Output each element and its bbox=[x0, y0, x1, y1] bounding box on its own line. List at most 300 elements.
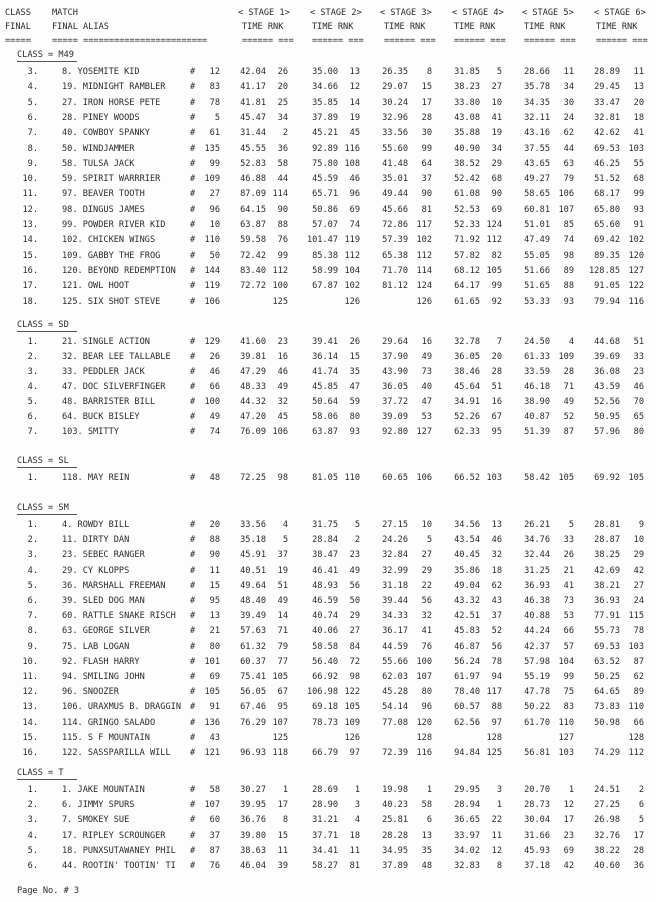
final-rank: 4. bbox=[27, 830, 38, 841]
stage2-time: 35.00 bbox=[312, 67, 338, 77]
stage1-time: 31.44 bbox=[240, 128, 266, 139]
stage3-rank: 96 bbox=[421, 702, 432, 713]
stage2-time: 58.27 bbox=[312, 861, 338, 871]
stage1-time: 45.55 bbox=[240, 143, 266, 154]
stage5-rank: 107 bbox=[558, 204, 574, 215]
stage1-rank: 58 bbox=[277, 158, 288, 169]
stage6-time: 50.95 bbox=[594, 412, 620, 422]
stage5-time: 28.73 bbox=[524, 800, 550, 811]
stage6-rank: 122 bbox=[628, 281, 644, 292]
final-rank: 4. bbox=[27, 565, 38, 576]
shooter-no: 20 bbox=[209, 520, 220, 530]
stage1-rank: 76 bbox=[277, 235, 288, 246]
stage2-rank: 13 bbox=[349, 67, 360, 77]
stage5-rank: 66 bbox=[563, 626, 574, 637]
stage3-rank: 13 bbox=[421, 830, 432, 841]
stage1-rank: 79 bbox=[277, 641, 288, 652]
stage2-rank: 102 bbox=[344, 281, 360, 292]
match-alias: 118. MAY REIN bbox=[62, 473, 130, 483]
stage1-rank: 25 bbox=[277, 97, 288, 108]
stage5-rank: 30 bbox=[563, 97, 574, 108]
class-label: CLASS = SL bbox=[17, 456, 69, 466]
shooter-no: 80 bbox=[209, 641, 220, 652]
stage5-time: 37.18 bbox=[524, 861, 550, 871]
stage2-rank: 59 bbox=[349, 397, 360, 407]
final-rank: 6. bbox=[27, 861, 38, 871]
stage5-time: 43.65 bbox=[524, 158, 550, 169]
stage2-time: 101.47 bbox=[306, 235, 338, 246]
stage2-rank: 108 bbox=[344, 158, 360, 169]
stage3-rank: 48 bbox=[421, 861, 432, 871]
stage6-rank: 9 bbox=[638, 520, 644, 530]
hash: # bbox=[190, 296, 196, 307]
stage1-time: 72.25 bbox=[240, 473, 266, 483]
stage3-time: 37.72 bbox=[382, 397, 408, 407]
stage6-rank: 115 bbox=[628, 611, 644, 622]
hash: # bbox=[190, 352, 196, 362]
header-cell: TIME RNK bbox=[524, 22, 566, 32]
stage5-time: 60.81 bbox=[524, 204, 550, 215]
stage3-rank: 80 bbox=[421, 687, 432, 698]
stage1-rank: 106 bbox=[272, 427, 288, 437]
stage5-time: 55.05 bbox=[524, 250, 550, 261]
match-alias: 19. MIDNIGHT RAMBLER bbox=[62, 82, 166, 93]
result-row bbox=[0, 235, 656, 248]
final-rank: 10. bbox=[22, 174, 38, 185]
stage3-time: 31.18 bbox=[382, 580, 408, 591]
stage2-rank: 18 bbox=[349, 830, 360, 841]
stage5-time: 47.78 bbox=[524, 687, 550, 698]
stage4-time: 94.84 bbox=[454, 748, 480, 758]
stage5-rank: 88 bbox=[563, 281, 574, 292]
stage3-rank: 29 bbox=[421, 565, 432, 576]
stage5-time: 38.90 bbox=[524, 397, 550, 407]
stage1-rank: 45 bbox=[277, 412, 288, 422]
stage3-time: 37.89 bbox=[382, 861, 408, 871]
stage5-rank: 75 bbox=[563, 687, 574, 698]
stage3-rank: 30 bbox=[421, 128, 432, 139]
stage6-time: 52.56 bbox=[594, 397, 620, 407]
shooter-no: 78 bbox=[209, 97, 220, 108]
match-alias: 21. SINGLE ACTION bbox=[62, 337, 150, 347]
stage6-time: 39.69 bbox=[594, 352, 620, 362]
shooter-no: 136 bbox=[204, 717, 220, 728]
stage1-rank: 105 bbox=[272, 672, 288, 682]
hash: # bbox=[190, 800, 196, 811]
final-rank: 17. bbox=[22, 281, 38, 292]
stage3-rank: 10 bbox=[421, 520, 432, 530]
final-rank: 5. bbox=[27, 580, 38, 591]
stage4-rank: 78 bbox=[491, 656, 502, 667]
stage4-rank: 46 bbox=[491, 535, 502, 546]
stage2-rank: 97 bbox=[349, 748, 360, 758]
stage6-rank: 11 bbox=[633, 67, 644, 77]
shooter-no: 37 bbox=[209, 830, 220, 841]
stage2-time: 85.38 bbox=[312, 250, 338, 261]
stage1-rank: 118 bbox=[272, 748, 288, 758]
stage2-time: 45.21 bbox=[312, 128, 338, 139]
stage5-time: 50.22 bbox=[524, 702, 550, 713]
stage3-rank: 58 bbox=[421, 800, 432, 811]
shooter-no: 107 bbox=[204, 800, 220, 811]
stage5-time: 46.38 bbox=[524, 596, 550, 606]
final-rank: 12. bbox=[22, 687, 38, 698]
stage3-rank: 76 bbox=[421, 641, 432, 652]
header-cell: < STAGE 4> bbox=[452, 8, 504, 18]
stage5-time: 35.78 bbox=[524, 82, 550, 93]
stage5-time: 58.42 bbox=[524, 473, 550, 483]
stage1-rank: 17 bbox=[277, 800, 288, 811]
stage4-time: 43.32 bbox=[454, 596, 480, 606]
stage2-time: 65.71 bbox=[312, 189, 338, 200]
match-alias: 125. SIX SHOT STEVE bbox=[62, 296, 161, 307]
result-row bbox=[0, 98, 656, 111]
final-rank: 8. bbox=[27, 143, 38, 154]
final-rank: 3. bbox=[27, 550, 38, 561]
shooter-no: 121 bbox=[204, 748, 220, 758]
match-alias: 7. SMOKEY SUE bbox=[62, 815, 130, 826]
stage2-rank: 46 bbox=[349, 174, 360, 185]
stage1-time: 56.05 bbox=[240, 687, 266, 698]
match-alias: 97. BEAVER TOOTH bbox=[62, 189, 145, 200]
stage5-time: 34.76 bbox=[524, 535, 550, 546]
hash: # bbox=[190, 367, 196, 377]
stage2-time: 36.14 bbox=[312, 352, 338, 362]
stage6-rank: 127 bbox=[628, 265, 644, 276]
shooter-no: 95 bbox=[209, 596, 220, 606]
class-label: CLASS = SM bbox=[17, 503, 69, 513]
stage1-time: 41.60 bbox=[240, 337, 266, 347]
shooter-no: 46 bbox=[209, 367, 220, 377]
stage3-time: 36.17 bbox=[382, 626, 408, 637]
match-alias: 48. BARRISTER BILL bbox=[62, 397, 156, 407]
shooter-no: 48 bbox=[209, 473, 220, 483]
stage5-rank: 62 bbox=[563, 128, 574, 139]
hash: # bbox=[190, 97, 196, 108]
match-alias: 60. RATTLE SNAKE RISCH bbox=[62, 611, 176, 622]
stage2-time: 41.74 bbox=[312, 367, 338, 377]
stage1-rank: 23 bbox=[277, 337, 288, 347]
stage6-time: 69.92 bbox=[594, 473, 620, 483]
stage2-rank: 110 bbox=[344, 473, 360, 483]
stage2-time: 78.73 bbox=[312, 717, 338, 728]
stage5-rank: 12 bbox=[563, 800, 574, 811]
result-row bbox=[0, 831, 656, 844]
stage4-rank: 27 bbox=[491, 82, 502, 93]
header-cell: ===== bbox=[5, 36, 31, 46]
stage6-rank: 23 bbox=[633, 367, 644, 377]
stage4-time: 34.02 bbox=[454, 845, 480, 856]
stage1-time: 38.63 bbox=[240, 845, 266, 856]
stage4-time: 43.08 bbox=[454, 112, 480, 123]
stage3-rank: 1 bbox=[426, 785, 432, 795]
result-row bbox=[0, 367, 656, 380]
stage4-time: 62.33 bbox=[454, 427, 480, 437]
result-row bbox=[0, 550, 656, 563]
result-row bbox=[0, 520, 656, 533]
stage1-time: 45.47 bbox=[240, 112, 266, 123]
stage5-time: 31.25 bbox=[524, 565, 550, 576]
stage6-time: 38.22 bbox=[594, 845, 620, 856]
shooter-no: 101 bbox=[204, 656, 220, 667]
hash: # bbox=[190, 412, 196, 422]
stage3-rank: 37 bbox=[421, 174, 432, 185]
result-row bbox=[0, 382, 656, 395]
stage2-time: 28.69 bbox=[312, 785, 338, 795]
stage5-time: 61.70 bbox=[524, 717, 550, 728]
stage2-rank: 19 bbox=[349, 112, 360, 123]
stage2-rank: 126 bbox=[344, 732, 360, 743]
shooter-no: 74 bbox=[209, 427, 220, 437]
stage3-time: 32.99 bbox=[382, 565, 408, 576]
final-rank: 3. bbox=[27, 67, 38, 77]
stage2-time: 45.59 bbox=[312, 174, 338, 185]
shooter-no: 99 bbox=[209, 158, 220, 169]
match-alias: 122. SASSPARILLA WILL bbox=[62, 748, 171, 758]
stage2-rank: 96 bbox=[349, 189, 360, 200]
stage5-time: 51.01 bbox=[524, 220, 550, 230]
stage1-rank: 49 bbox=[277, 596, 288, 606]
stage1-rank: 14 bbox=[277, 611, 288, 622]
stage3-rank: 27 bbox=[421, 550, 432, 561]
stage2-time: 34.41 bbox=[312, 845, 338, 856]
stage3-rank: 22 bbox=[421, 580, 432, 591]
hash: # bbox=[190, 128, 196, 139]
match-alias: 50. WINDJAMMER bbox=[62, 143, 135, 154]
shooter-no: 11 bbox=[209, 565, 220, 576]
stage6-time: 69.53 bbox=[594, 641, 620, 652]
result-row bbox=[0, 611, 656, 624]
stage1-time: 46.04 bbox=[240, 861, 266, 871]
hash: # bbox=[190, 382, 196, 392]
stage1-rank: 46 bbox=[277, 367, 288, 377]
stage6-rank: 112 bbox=[628, 748, 644, 758]
stage6-rank: 102 bbox=[628, 235, 644, 246]
stage1-time: 52.83 bbox=[240, 158, 266, 169]
stage5-rank: 34 bbox=[563, 82, 574, 93]
shooter-no: 129 bbox=[204, 337, 220, 347]
class-underline bbox=[17, 467, 77, 468]
stage6-time: 42.69 bbox=[594, 565, 620, 576]
stage2-rank: 29 bbox=[349, 611, 360, 622]
stage1-time: 47.20 bbox=[240, 412, 266, 422]
header-cell: ====== === bbox=[384, 36, 436, 46]
stage2-time: 69.18 bbox=[312, 702, 338, 713]
header-cell: TIME RNK bbox=[242, 22, 284, 32]
shooter-no: 87 bbox=[209, 845, 220, 856]
stage2-rank: 122 bbox=[344, 687, 360, 698]
class-label: CLASS = T bbox=[17, 768, 64, 778]
shooter-no: 106 bbox=[204, 296, 220, 307]
stage6-time: 27.25 bbox=[594, 800, 620, 811]
result-row bbox=[0, 412, 656, 425]
shooter-no: 10 bbox=[209, 220, 220, 230]
hash: # bbox=[190, 748, 196, 758]
stage6-time: 73.83 bbox=[594, 702, 620, 713]
stage3-rank: 40 bbox=[421, 382, 432, 392]
shooter-no: 12 bbox=[209, 67, 220, 77]
final-rank: 5. bbox=[27, 97, 38, 108]
stage3-time: 60.65 bbox=[382, 473, 408, 483]
stage4-rank: 117 bbox=[486, 687, 502, 698]
match-alias: 63. GEORGE SILVER bbox=[62, 626, 150, 637]
stage4-time: 45.64 bbox=[454, 382, 480, 392]
stage1-time: 76.09 bbox=[240, 427, 266, 437]
stage3-rank: 6 bbox=[426, 815, 432, 826]
class-label: CLASS = M49 bbox=[17, 50, 74, 60]
match-alias: 75. LAB LOGAN bbox=[62, 641, 130, 652]
stage1-time: 41.81 bbox=[240, 97, 266, 108]
stage6-time: 32.76 bbox=[594, 830, 620, 841]
stage4-rank: 7 bbox=[496, 337, 502, 347]
stage3-time: 24.26 bbox=[382, 535, 408, 546]
stage3-time: 30.24 bbox=[382, 97, 408, 108]
stage1-time: 87.09 bbox=[240, 189, 266, 200]
stage4-time: 40.90 bbox=[454, 143, 480, 154]
stage6-time: 46.25 bbox=[594, 158, 620, 169]
shooter-no: 144 bbox=[204, 265, 220, 276]
final-rank: 11. bbox=[22, 672, 38, 682]
stage1-rank: 19 bbox=[277, 565, 288, 576]
stage4-time: 33.80 bbox=[454, 97, 480, 108]
stage5-time: 46.18 bbox=[524, 382, 550, 392]
stage6-time: 38.25 bbox=[594, 550, 620, 561]
hash: # bbox=[190, 565, 196, 576]
stage3-rank: 117 bbox=[416, 220, 432, 230]
result-row bbox=[0, 397, 656, 410]
stage1-time: 83.40 bbox=[240, 265, 266, 276]
shooter-no: 88 bbox=[209, 535, 220, 546]
final-rank: 4. bbox=[27, 382, 38, 392]
stage2-time: 28.84 bbox=[312, 535, 338, 546]
stage2-time: 45.85 bbox=[312, 382, 338, 392]
stage4-time: 36.65 bbox=[454, 815, 480, 826]
stage2-time: 39.41 bbox=[312, 337, 338, 347]
stage1-time: 59.58 bbox=[240, 235, 266, 246]
stage5-time: 57.98 bbox=[524, 656, 550, 667]
stage1-rank: 67 bbox=[277, 687, 288, 698]
stage5-time: 45.93 bbox=[524, 845, 550, 856]
shooter-no: 50 bbox=[209, 250, 220, 261]
class-underline bbox=[17, 779, 77, 780]
stage6-rank: 93 bbox=[633, 204, 644, 215]
stage4-rank: 8 bbox=[496, 861, 502, 871]
result-row bbox=[0, 144, 656, 157]
stage5-time: 51.39 bbox=[524, 427, 550, 437]
stage5-rank: 41 bbox=[563, 580, 574, 591]
stage1-time: 30.27 bbox=[240, 785, 266, 795]
stage5-rank: 93 bbox=[563, 296, 574, 307]
stage4-time: 28.94 bbox=[454, 800, 480, 811]
stage2-rank: 23 bbox=[349, 550, 360, 561]
final-rank: 3. bbox=[27, 815, 38, 826]
stage6-time: 68.17 bbox=[594, 189, 620, 200]
header-cell: ====== === bbox=[242, 36, 294, 46]
stage6-time: 63.52 bbox=[594, 656, 620, 667]
stage1-rank: 51 bbox=[277, 580, 288, 591]
stage4-rank: 22 bbox=[491, 815, 502, 826]
stage6-time: 36.08 bbox=[594, 367, 620, 377]
result-row bbox=[0, 281, 656, 294]
stage6-rank: 20 bbox=[633, 97, 644, 108]
stage6-rank: 36 bbox=[633, 861, 644, 871]
stage6-rank: 110 bbox=[628, 702, 644, 713]
stage2-time: 106.98 bbox=[306, 687, 338, 698]
stage2-time: 81.05 bbox=[312, 473, 338, 483]
stage6-rank: 29 bbox=[633, 550, 644, 561]
stage1-rank: 49 bbox=[277, 382, 288, 392]
stage4-rank: 34 bbox=[491, 143, 502, 154]
shooter-no: 15 bbox=[209, 580, 220, 591]
shooter-no: 83 bbox=[209, 82, 220, 93]
hash: # bbox=[190, 732, 196, 743]
shooter-no: 90 bbox=[209, 550, 220, 561]
result-row bbox=[0, 535, 656, 548]
stage6-rank: 27 bbox=[633, 580, 644, 591]
shooter-no: 110 bbox=[204, 235, 220, 246]
result-row bbox=[0, 427, 656, 440]
stage1-rank: 20 bbox=[277, 82, 288, 93]
header-cell: < STAGE 6> bbox=[594, 8, 646, 18]
stage2-rank: 69 bbox=[349, 204, 360, 215]
stage1-time: 45.91 bbox=[240, 550, 266, 561]
stage4-rank: 128 bbox=[486, 732, 502, 743]
stage1-time: 96.93 bbox=[240, 748, 266, 758]
stage2-rank: 26 bbox=[349, 337, 360, 347]
stage3-time: 29.64 bbox=[382, 337, 408, 347]
result-row bbox=[0, 687, 656, 700]
stage4-rank: 124 bbox=[486, 220, 502, 230]
stage3-rank: 8 bbox=[426, 67, 432, 77]
stage6-time: 69.53 bbox=[594, 143, 620, 154]
stage5-rank: 63 bbox=[563, 158, 574, 169]
stage2-time: 46.59 bbox=[312, 596, 338, 606]
stage6-rank: 2 bbox=[638, 785, 644, 795]
stage6-rank: 55 bbox=[633, 158, 644, 169]
stage1-rank: 88 bbox=[277, 220, 288, 230]
stage6-time: 43.59 bbox=[594, 382, 620, 392]
stage4-time: 43.54 bbox=[454, 535, 480, 546]
stage5-rank: 103 bbox=[558, 748, 574, 758]
hash: # bbox=[190, 250, 196, 261]
match-alias: 120. BEYOND REDEMPTION bbox=[62, 265, 176, 276]
stage5-rank: 89 bbox=[563, 265, 574, 276]
stage3-time: 26.35 bbox=[382, 67, 408, 77]
stage3-time: 34.95 bbox=[382, 845, 408, 856]
stage4-rank: 52 bbox=[491, 626, 502, 637]
stage3-rank: 99 bbox=[421, 143, 432, 154]
stage3-rank: 106 bbox=[416, 473, 432, 483]
stage5-time: 51.65 bbox=[524, 281, 550, 292]
stage3-rank: 107 bbox=[416, 672, 432, 682]
stage2-rank: 109 bbox=[344, 717, 360, 728]
hash: # bbox=[190, 67, 196, 77]
stage5-time: 58.65 bbox=[524, 189, 550, 200]
stage6-rank: 78 bbox=[633, 626, 644, 637]
stage3-rank: 114 bbox=[416, 265, 432, 276]
match-alias: 109. GABBY THE FROG bbox=[62, 250, 161, 261]
stage1-rank: 71 bbox=[277, 626, 288, 637]
stage3-time: 55.60 bbox=[382, 143, 408, 154]
match-alias: 11. DIRTY DAN bbox=[62, 535, 130, 546]
stage5-time: 34.35 bbox=[524, 97, 550, 108]
stage1-rank: 100 bbox=[272, 281, 288, 292]
stage4-time: 64.17 bbox=[454, 281, 480, 292]
stage6-time: 29.45 bbox=[594, 82, 620, 93]
stage4-rank: 51 bbox=[491, 382, 502, 392]
stage2-rank: 112 bbox=[344, 250, 360, 261]
stage6-rank: 28 bbox=[633, 845, 644, 856]
